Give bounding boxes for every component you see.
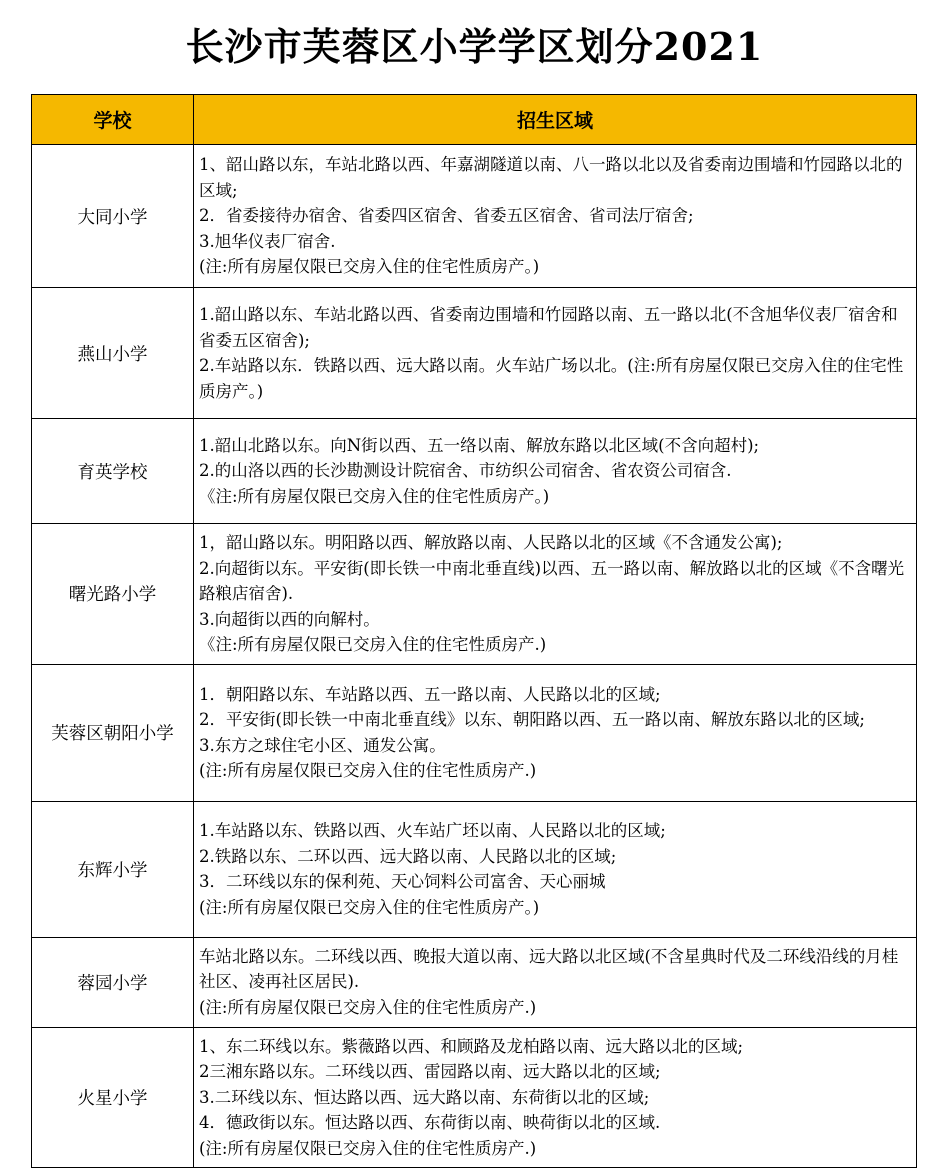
table-row xyxy=(32,1027,917,1168)
school-name: 曙光路小学 xyxy=(32,524,194,665)
zone-line: 2.向超街以东。平安街(即长铁一中南北垂直线)以西、五一路以南、解放路以北的区域《不含曙光路粮店宿舍). xyxy=(199,558,905,603)
zone-description xyxy=(194,801,917,937)
zone-description xyxy=(194,419,917,524)
zone-line: 《注:所有房屋仅限已交房入住的住宅性质房产.) xyxy=(199,635,547,654)
school-district-table xyxy=(31,94,917,1168)
table-row xyxy=(32,937,917,1027)
school-name: 燕山小学 xyxy=(32,288,194,419)
table-row xyxy=(32,145,917,288)
zone-line: 2．省委接待办宿舍、省委四区宿舍、省委五区宿舍、省司法厅宿舍; xyxy=(199,206,694,226)
zone-line: 3.向超街以西的向解村。 xyxy=(199,609,380,629)
zone-line: 1、韶山路以东，车站北路以西、年嘉湖隧道以南、八一路以北以及省委南边围墙和竹园路以北的区域; xyxy=(199,155,903,200)
zone-line: 2.车站路以东．铁路以西、远大路以南。火车站广场以北。(注:所有房屋仅限已交房入住的住宅性质房产。) xyxy=(199,356,904,401)
zone-line: 3．二环线以东的保利苑、天心饲料公司富舍、天心丽城 xyxy=(199,872,606,891)
zone-description xyxy=(194,937,917,1027)
zone-line: 1、东二环线以东。紫薇路以西、和顾路及龙柏路以南、远大路以北的区域; xyxy=(199,1036,744,1056)
zone-line: (注:所有房屋仅限已交房入住的住宅性质房产。) xyxy=(199,897,540,917)
school-name: 东辉小学 xyxy=(32,801,194,937)
zone-line: 2．平安街(即长铁一中南北垂直线》以东、朝阳路以西、五一路以南、解放东路以北的区域; xyxy=(199,710,865,729)
page-title: 长沙市芙蓉区小学学区划分2021 xyxy=(185,24,764,69)
zone-line: 3.二环线以东、恒达路以西、远大路以南、东荷街以北的区域; xyxy=(199,1087,650,1107)
zone-description xyxy=(194,145,917,288)
zone-line: 4．德政街以东。恒达路以西、东荷街以南、映荷街以北的区域. xyxy=(199,1113,661,1132)
zone-line: (注:所有房屋仅限已交房入住的住宅性质房产。) xyxy=(199,257,540,277)
zone-description xyxy=(194,1027,917,1168)
zone-line: (注:所有房屋仅限已交房入住的住宅性质房产.) xyxy=(199,997,537,1017)
zone-description xyxy=(194,288,917,419)
school-name: 育英学校 xyxy=(32,419,194,524)
zone-line: 《注:所有房屋仅限已交房入住的住宅性质房产。) xyxy=(199,486,550,506)
header-zone: 招生区域 xyxy=(194,95,917,145)
school-name: 火星小学 xyxy=(32,1027,194,1168)
zone-description xyxy=(194,524,917,665)
table-row xyxy=(32,664,917,801)
school-name: 大同小学 xyxy=(32,145,194,288)
zone-line: 1.韶山路以东、车站北路以西、省委南边围墙和竹园路以南、五一路以北(不含旭华仪表厂宿舍和省委五区宿舍); xyxy=(199,305,898,350)
header-school: 学校 xyxy=(32,95,194,145)
zone-line: 2.的山洛以西的长沙勘测设计院宿舍、市纺织公司宿舍、省农资公司宿含. xyxy=(199,461,732,481)
zone-line: 1.韶山北路以东。向N街以西、五一络以南、解放东路以北区域(不含向超村); xyxy=(199,435,760,455)
table-row xyxy=(32,288,917,419)
zone-line: (注:所有房屋仅限已交房入住的住宅性质房产.) xyxy=(199,761,537,780)
zone-line: 1，韶山路以东。明阳路以西、解放路以南、人民路以北的区域《不含通发公寓); xyxy=(199,533,783,552)
zone-line: 1．朝阳路以东、车站路以西、五一路以南、人民路以北的区域; xyxy=(199,684,661,704)
school-name: 芙蓉区朝阳小学 xyxy=(32,664,194,801)
zone-line: 2.铁路以东、二环以西、远大路以南、人民路以北的区域; xyxy=(199,846,617,866)
zone-line: (注:所有房屋仅限已交房入住的住宅性质房产.) xyxy=(199,1138,537,1158)
zone-line: 1.车站路以东、铁路以西、火车站广坯以南、人民路以北的区域; xyxy=(199,821,666,840)
school-name: 蓉园小学 xyxy=(32,937,194,1027)
zone-description xyxy=(194,664,917,801)
table-row xyxy=(32,524,917,665)
zone-line: 2三湘东路以东。二环线以西、雷园路以南、远大路以北的区域; xyxy=(199,1062,661,1081)
table-row xyxy=(32,419,917,524)
table-header-row xyxy=(32,95,917,145)
table-row xyxy=(32,801,917,937)
zone-line: 3.东方之球住宅小区、通发公寓。 xyxy=(199,735,446,755)
zone-line: 3.旭华仪表厂宿舍. xyxy=(199,231,336,251)
zone-line: 车站北路以东。二环线以西、晚报大道以南、远大路以北区域(不含星典时代及二环线沿线的月桂社区、凌再社区居民). xyxy=(199,946,899,992)
